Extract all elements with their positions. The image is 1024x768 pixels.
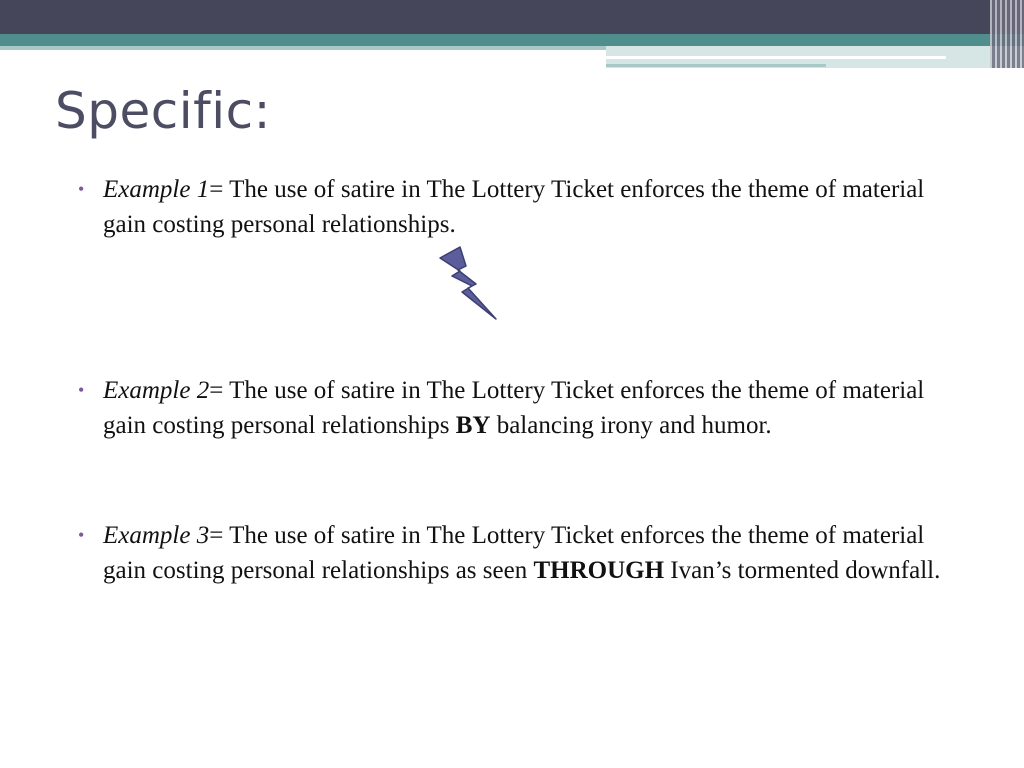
bullet-body: = The use of satire in The Lottery Ticket enforces the theme of material gain costing personal relationships.	[103, 176, 925, 238]
bullet-marker: •	[78, 380, 85, 400]
lightning-bolt-icon	[436, 246, 500, 322]
bullet-body-continued: Ivan’s tormented downfall.	[664, 557, 941, 584]
header-teal-band	[0, 34, 1024, 46]
bullet-text	[103, 518, 958, 588]
bullet-emphasis: BY	[455, 412, 491, 439]
header-edge-stripes	[990, 0, 1024, 68]
bullet-body: = The use of satire in The Lottery Ticket enforces the theme of material gain costing personal relationships as seen	[103, 522, 925, 584]
header-right-line	[606, 56, 946, 59]
bullet-marker: •	[78, 525, 85, 545]
bullet-text	[103, 373, 958, 443]
slide-title: Specific:	[55, 82, 271, 140]
bullet-label: Example 1	[103, 176, 210, 203]
bullet-example-2	[78, 373, 958, 443]
bullet-text	[103, 172, 958, 242]
bullet-marker: •	[78, 179, 85, 199]
bullet-label: Example 3	[103, 522, 210, 549]
bullet-example-3	[78, 518, 958, 588]
header-right-line-secondary	[606, 64, 826, 67]
bullet-example-1	[78, 172, 958, 242]
bullet-emphasis: THROUGH	[533, 557, 665, 584]
bullet-body-continued: balancing irony and humor.	[490, 412, 772, 439]
bullet-label: Example 2	[103, 377, 210, 404]
header-dark-band	[0, 0, 1024, 34]
bullet-body: = The use of satire in The Lottery Ticket enforces the theme of material gain costing personal relationships	[103, 377, 925, 439]
